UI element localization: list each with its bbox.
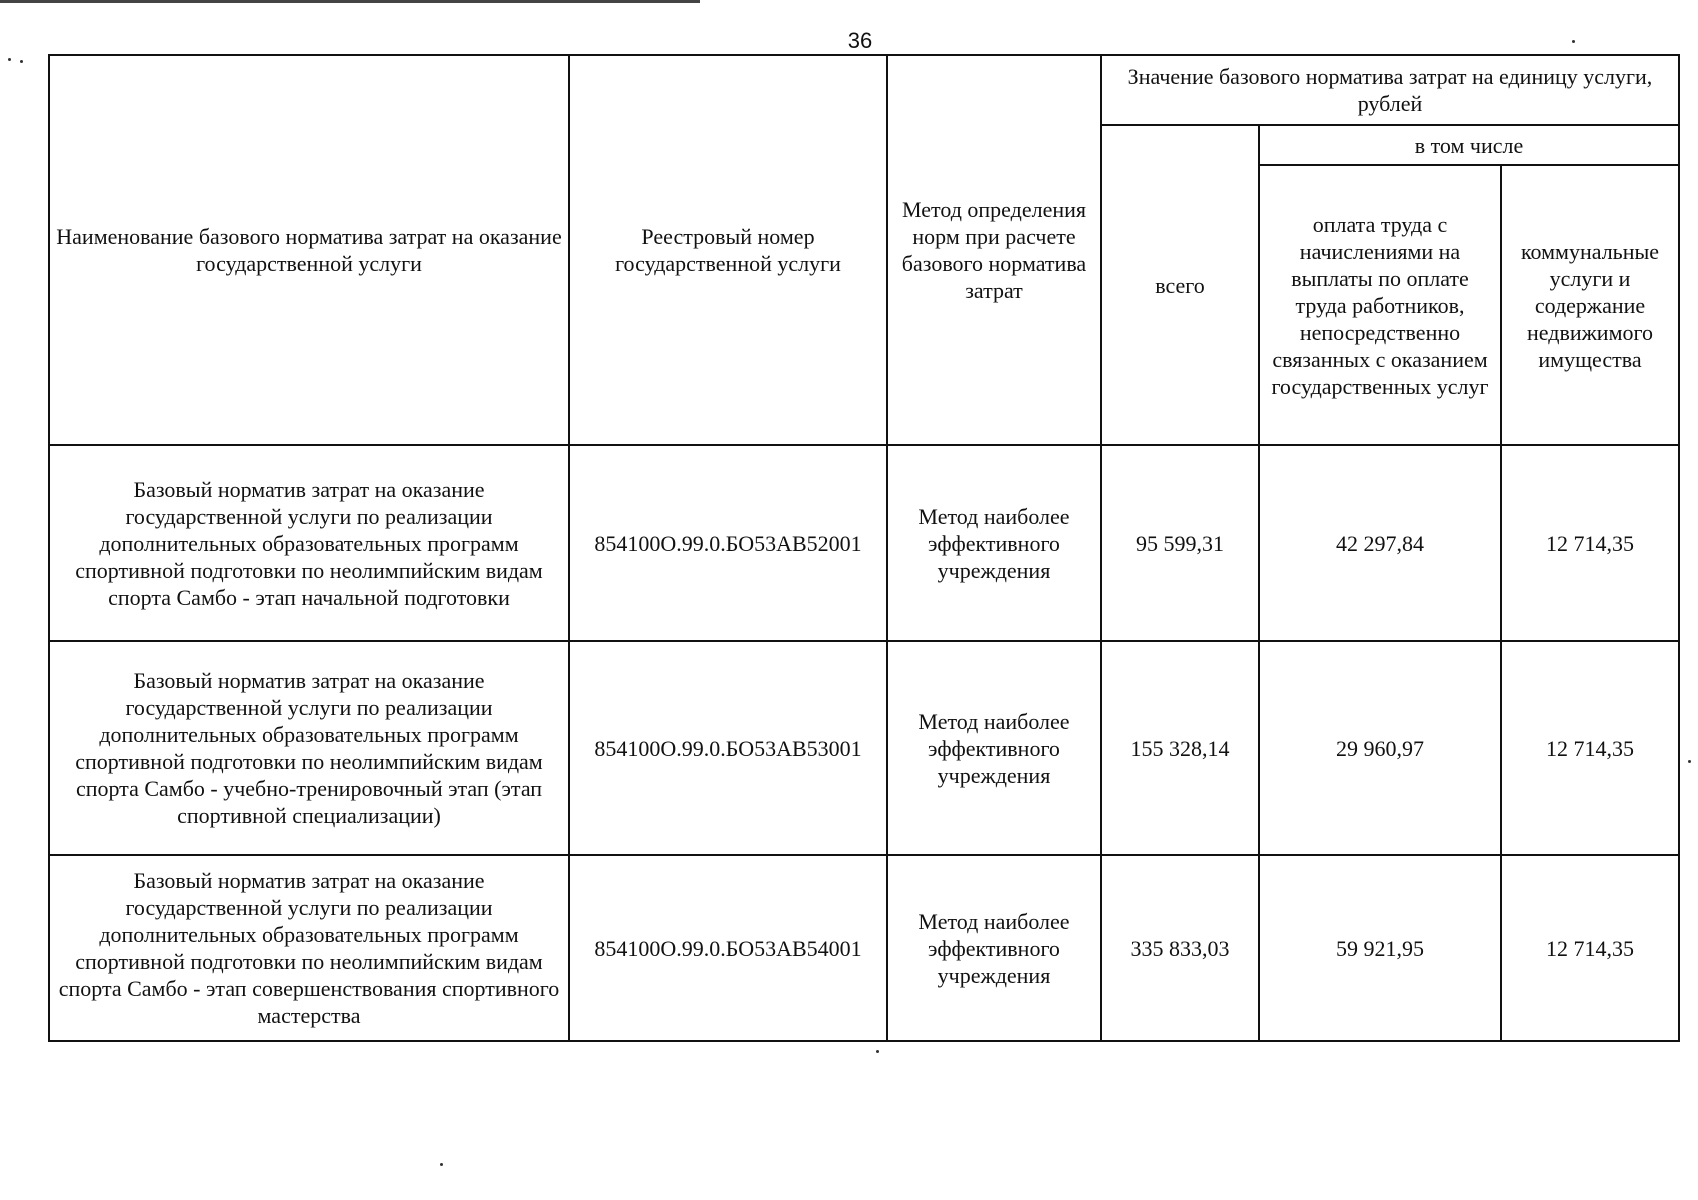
norm-table [48, 54, 1680, 1042]
top-rule [0, 0, 700, 3]
table-row [49, 445, 1679, 641]
header-registry: Реестровый номер государственной услуги [569, 55, 887, 445]
header-communal: коммунальные услуги и содержание недвижимого имущества [1501, 165, 1679, 445]
row-total: 155 328,14 [1101, 641, 1259, 855]
row-method: Метод наиболее эффективного учреждения [887, 855, 1101, 1041]
row-communal: 12 714,35 [1501, 445, 1679, 641]
header-name: Наименование базового норматива затрат на оказание государственной услуги [49, 55, 569, 445]
header-total: всего [1101, 125, 1259, 445]
table-row [49, 641, 1679, 855]
row-total: 335 833,03 [1101, 855, 1259, 1041]
scan-speck [1572, 40, 1575, 43]
header-including: в том числе [1259, 125, 1679, 165]
row-registry: 854100О.99.0.БО53АВ52001 [569, 445, 887, 641]
scan-speck [876, 1050, 879, 1053]
row-registry: 854100О.99.0.БО53АВ53001 [569, 641, 887, 855]
scan-speck [1688, 760, 1691, 763]
row-method: Метод наиболее эффективного учреждения [887, 641, 1101, 855]
header-method: Метод определения норм при расчете базового норматива затрат [887, 55, 1101, 445]
scan-speck [8, 58, 11, 61]
row-registry: 854100О.99.0.БО53АВ54001 [569, 855, 887, 1041]
page-number: 36 [847, 28, 873, 53]
row-labor: 59 921,95 [1259, 855, 1501, 1041]
scan-speck [440, 1163, 443, 1166]
header-value-group: Значение базового норматива затрат на единицу услуги, рублей [1101, 55, 1679, 125]
row-communal: 12 714,35 [1501, 641, 1679, 855]
row-total: 95 599,31 [1101, 445, 1259, 641]
scan-speck [20, 60, 23, 63]
row-name: Базовый норматив затрат на оказание государственной услуги по реализации дополнительных образовательных программ спортивной подготовки по неолимпийским видам спорта Самбо - этап совершенствования спортивного мастерства [49, 855, 569, 1041]
table-row [49, 855, 1679, 1041]
row-labor: 29 960,97 [1259, 641, 1501, 855]
row-communal: 12 714,35 [1501, 855, 1679, 1041]
header-row-1 [49, 55, 1679, 125]
row-labor: 42 297,84 [1259, 445, 1501, 641]
row-name: Базовый норматив затрат на оказание государственной услуги по реализации дополнительных образовательных программ спортивной подготовки по неолимпийским видам спорта Самбо - этап начальной подготовки [49, 445, 569, 641]
header-labor: оплата труда с начислениями на выплаты по оплате труда работников, непосредственно связанных с оказанием государственных услуг [1259, 165, 1501, 445]
row-name: Базовый норматив затрат на оказание государственной услуги по реализации дополнительных образовательных программ спортивной подготовки по неолимпийским видам спорта Самбо - учебно-тренировочный этап (этап спортивной специализации) [49, 641, 569, 855]
row-method: Метод наиболее эффективного учреждения [887, 445, 1101, 641]
